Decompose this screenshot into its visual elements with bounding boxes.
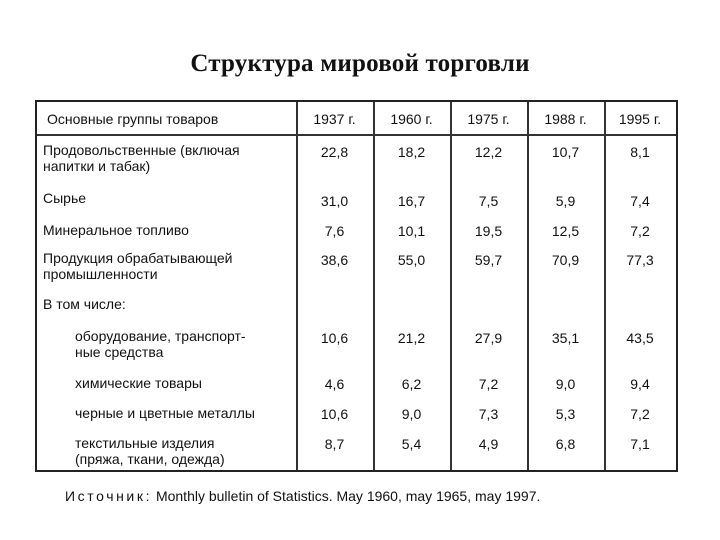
row-label: черные и цветные металлы	[75, 405, 255, 421]
table-cell: 6,2	[401, 376, 422, 392]
table-cell: 7,5	[478, 193, 499, 209]
table-cell: 7,6	[324, 223, 345, 239]
table-cell: 7,2	[478, 376, 499, 392]
row-label: химические товары	[75, 375, 202, 391]
table-cell: 7,2	[630, 223, 650, 239]
table-cell: 5,9	[555, 193, 576, 209]
source-text: Monthly bulletin of Statistics. May 1960, may 1965, may 1997.	[152, 488, 541, 504]
table-cell: 5,4	[401, 436, 422, 452]
table-cell: 12,2	[474, 144, 503, 160]
header-year: 1988 г.	[544, 111, 587, 127]
table-cell: 8,7	[324, 436, 345, 452]
source-prefix: Источник:	[65, 488, 153, 504]
table-cell: 10,6	[320, 330, 349, 346]
header-year: 1960 г.	[390, 111, 433, 127]
table-cell: 35,1	[551, 330, 580, 346]
row-label: Сырье	[43, 190, 87, 206]
table-cell: 22,8	[320, 144, 349, 160]
row-label: текстильные изделия (пряжа, ткани, одежда)	[75, 435, 225, 467]
row-label: Продовольственные (включая напитки и табак)	[43, 142, 240, 174]
table-cell: 4,9	[478, 436, 499, 452]
table-cell: 27,9	[474, 330, 503, 346]
header-year: 1995 г.	[618, 111, 662, 127]
row-label: Продукция обрабатывающей промышленности	[43, 250, 233, 282]
table-cell: 7,2	[630, 406, 650, 422]
table-cell: 77,3	[626, 252, 654, 268]
table-cell: 19,5	[474, 223, 503, 239]
trade-structure-table	[35, 100, 678, 472]
table-cell: 10,6	[320, 406, 349, 422]
table-cell: 10,7	[551, 144, 580, 160]
table-cell: 8,1	[630, 144, 650, 160]
table-cell: 21,2	[397, 330, 426, 346]
header-year: 1975 г.	[467, 111, 510, 127]
table-cell: 59,7	[474, 252, 503, 268]
table-cell: 18,2	[397, 144, 426, 160]
table-cell: 10,1	[397, 223, 426, 239]
header-year: 1937 г.	[313, 111, 356, 127]
row-subheading: В том числе:	[43, 296, 126, 312]
table-cell: 9,4	[630, 376, 650, 392]
table-cell: 16,7	[397, 193, 426, 209]
page-title: Структура мировой торговли	[190, 50, 530, 77]
table-cell: 9,0	[555, 376, 576, 392]
row-label: Минеральное топливо	[43, 222, 189, 238]
source-note	[65, 488, 540, 504]
table-cell: 5,3	[555, 406, 576, 422]
table-cell: 6,8	[555, 436, 576, 452]
table-cell: 31,0	[320, 193, 349, 209]
table-cell: 43,5	[626, 330, 654, 346]
table-cell: 9,0	[401, 406, 422, 422]
table-cell: 4,6	[324, 376, 345, 392]
table-cell: 12,5	[551, 223, 580, 239]
table-cell: 70,9	[551, 252, 580, 268]
table-cell: 7,4	[630, 193, 650, 209]
header-divider	[37, 134, 676, 136]
table-cell: 55,0	[397, 252, 426, 268]
header-group-label: Основные группы товаров	[47, 111, 219, 127]
row-label: оборудование, транспорт- ные средства	[75, 328, 246, 360]
table-cell: 7,1	[630, 436, 650, 452]
table-cell: 7,3	[478, 406, 499, 422]
table-cell: 38,6	[320, 252, 349, 268]
